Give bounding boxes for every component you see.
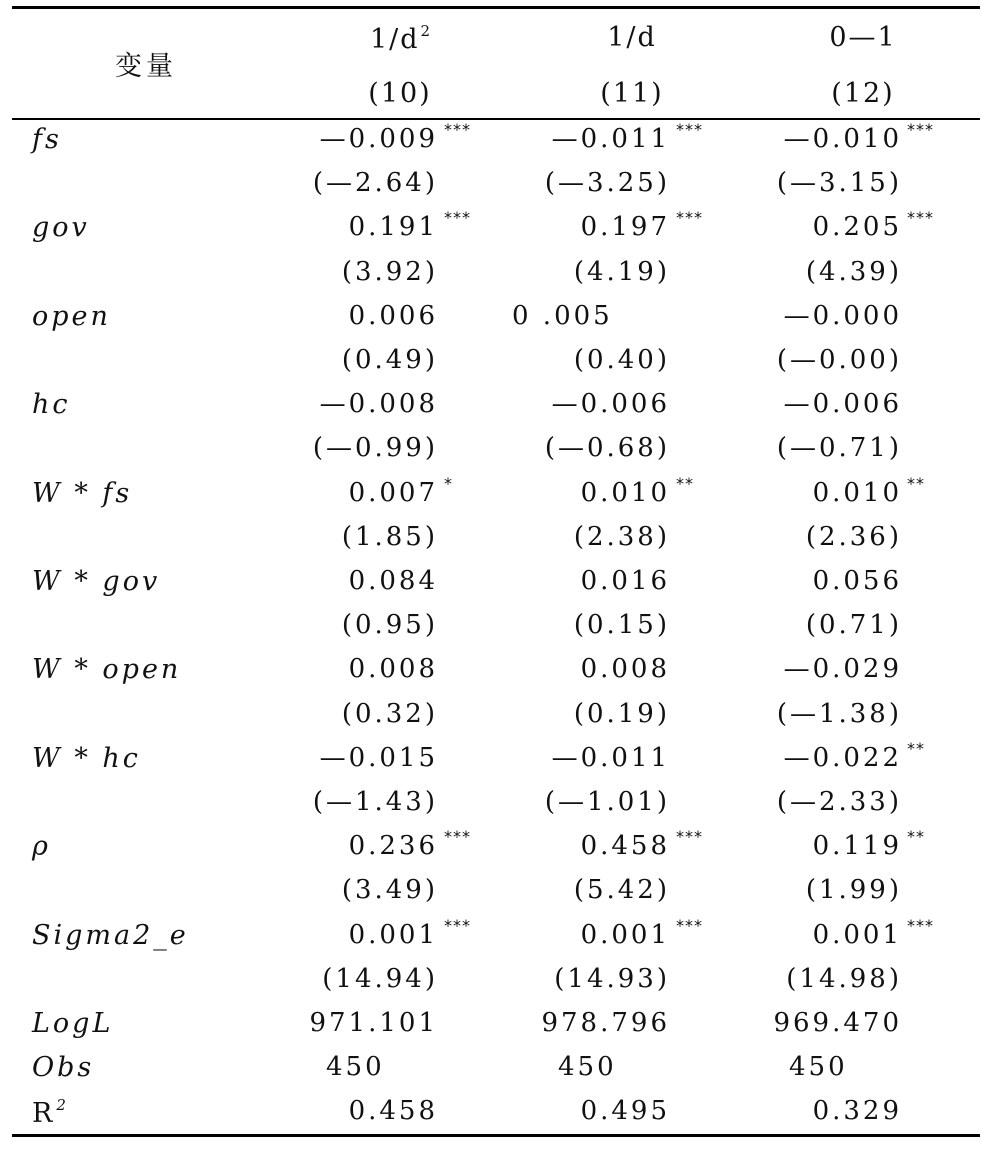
table-cell: 0.056 <box>812 566 902 596</box>
table-cell: 0.458 <box>348 1096 438 1127</box>
table-cell: (2.38) <box>573 521 670 552</box>
significance-stars: ** <box>676 473 694 493</box>
table-row <box>0 253 992 297</box>
table-cell: 0.008 <box>580 654 670 685</box>
col-header-12-weight: 0—1 <box>829 22 897 53</box>
table-cell: —0.008 <box>319 389 438 420</box>
significance-stars: *** <box>676 120 703 139</box>
table-row <box>0 783 992 827</box>
table-cell: 0.236 <box>348 831 438 862</box>
significance-stars: *** <box>907 208 934 228</box>
table-row <box>0 341 992 385</box>
table-cell: —0.009 <box>319 124 438 154</box>
variable-name: ρ <box>32 831 51 863</box>
col-header-11-number: (11) <box>600 78 664 109</box>
table-cell: (—3.25) <box>544 168 670 199</box>
table-cell: (—2.33) <box>776 787 902 817</box>
significance-stars: ** <box>907 738 925 758</box>
variable-name: W * hc <box>32 742 141 774</box>
table-cell: (4.39) <box>805 256 902 287</box>
table-row <box>0 827 992 871</box>
table-row <box>0 960 992 1004</box>
table-cell: —0.022 <box>783 742 902 773</box>
table-cell: —0.000 <box>783 300 902 331</box>
table-cell: (0.49) <box>341 345 438 375</box>
table-cell: (—0.99) <box>312 433 438 464</box>
table-cell: 0.458 <box>580 831 670 862</box>
table-cell: 978.796 <box>541 1008 670 1038</box>
table-cell: 0.197 <box>580 212 670 243</box>
table-row <box>0 695 992 739</box>
table-cell: (4.19) <box>573 256 670 287</box>
table-cell: 0.006 <box>348 300 438 331</box>
variable-name: Obs <box>32 1052 95 1084</box>
table-cell: (—0.71) <box>776 433 902 464</box>
table-cell: (—3.15) <box>776 168 902 199</box>
table-cell: (0.15) <box>573 610 670 641</box>
table-row <box>0 871 992 915</box>
table-cell: 0.205 <box>812 212 902 243</box>
table-cell: —0.006 <box>551 389 670 420</box>
table-cell: 0.008 <box>348 654 438 685</box>
table-cell: (—0.68) <box>544 433 670 464</box>
table-cell: (0.95) <box>341 610 438 641</box>
significance-stars: *** <box>444 827 471 847</box>
variable-column-header: 变量 <box>115 51 177 82</box>
variable-name: $R^2$ <box>32 1096 66 1130</box>
table-row <box>0 1004 992 1048</box>
table-row <box>0 1048 992 1092</box>
table-cell: —0.006 <box>783 389 902 420</box>
significance-stars: *** <box>907 915 934 935</box>
table-cell: (5.42) <box>573 875 670 906</box>
col-header-11-weight: 1/d <box>607 22 657 53</box>
table-cell: 971.101 <box>309 1008 438 1038</box>
table-row <box>0 164 992 208</box>
significance-stars: ** <box>907 827 925 847</box>
table-cell: (2.36) <box>805 521 902 552</box>
table-cell: (0.19) <box>573 698 670 729</box>
significance-stars: *** <box>676 915 703 935</box>
table-cell: (—1.38) <box>776 698 902 729</box>
table-cell: 0 .005 <box>512 300 613 331</box>
table-cell: 969.470 <box>773 1008 902 1038</box>
significance-stars: *** <box>907 120 934 139</box>
variable-name: fs <box>32 124 62 155</box>
significance-stars: * <box>444 473 453 493</box>
variable-name: Sigma2_e <box>32 919 189 951</box>
table-cell: 450 <box>326 1052 385 1083</box>
significance-stars: *** <box>676 208 703 228</box>
table-cell: —0.011 <box>551 742 670 773</box>
table-row <box>0 429 992 473</box>
table-row <box>0 916 992 960</box>
table-cell: (0.32) <box>341 698 438 729</box>
table-cell: (0.71) <box>805 610 902 641</box>
variable-name: open <box>32 300 111 332</box>
table-row <box>0 474 992 518</box>
significance-stars: *** <box>444 208 471 228</box>
significance-stars: *** <box>444 915 471 935</box>
table-cell: 450 <box>789 1052 848 1083</box>
table-cell: 0.001 <box>348 919 438 950</box>
table-cell: 0.119 <box>812 831 902 862</box>
significance-stars: ** <box>907 473 925 493</box>
table-cell: —0.011 <box>551 124 670 154</box>
table-cell: 450 <box>558 1052 617 1083</box>
table-row <box>0 297 992 341</box>
variable-name: W * gov <box>32 566 161 597</box>
table-row <box>0 739 992 783</box>
table-cell: (—1.43) <box>312 787 438 817</box>
col-header-12-number: (12) <box>831 78 895 109</box>
variable-name: hc <box>32 389 71 421</box>
col-header-10-weight: $1/d^2$ <box>369 22 431 55</box>
table-row <box>0 208 992 252</box>
table-cell: 0.329 <box>812 1096 902 1127</box>
table-row <box>0 606 992 650</box>
table-cell: (14.98) <box>786 963 902 994</box>
table-row <box>0 1092 992 1136</box>
table-cell: 0.010 <box>812 477 902 508</box>
table-cell: (1.85) <box>341 521 438 552</box>
table-row <box>0 385 992 429</box>
table-cell: (1.99) <box>805 875 902 906</box>
table-row <box>0 120 992 164</box>
table-cell: (—1.01) <box>544 787 670 817</box>
table-cell: (0.40) <box>573 345 670 375</box>
table-cell: 0.007 <box>348 477 438 508</box>
table-cell: 0.001 <box>812 919 902 950</box>
table-cell: (3.92) <box>341 256 438 287</box>
table-cell: 0.191 <box>348 212 438 243</box>
table-row <box>0 562 992 606</box>
table-cell: 0.495 <box>580 1096 670 1127</box>
table-cell: —0.010 <box>783 124 902 154</box>
variable-name: gov <box>32 212 90 244</box>
significance-stars: *** <box>676 827 703 847</box>
table-cell: 0.010 <box>580 477 670 508</box>
table-cell: (—2.64) <box>312 168 438 199</box>
table-cell: —0.029 <box>783 654 902 685</box>
variable-name: W * fs <box>32 477 133 509</box>
variable-name: LogL <box>32 1008 114 1039</box>
col-header-10-number: (10) <box>368 78 432 109</box>
table-cell: 0.001 <box>580 919 670 950</box>
table-cell: (—0.00) <box>776 345 902 375</box>
table-cell: 0.084 <box>348 566 438 596</box>
table-row <box>0 518 992 562</box>
table-cell: (14.94) <box>322 963 438 994</box>
table-cell: —0.015 <box>319 742 438 773</box>
table-cell: (3.49) <box>341 875 438 906</box>
table-cell: (14.93) <box>554 963 670 994</box>
table-row <box>0 650 992 694</box>
table-top-rule <box>12 6 980 9</box>
variable-name: W * open <box>32 654 182 686</box>
table-cell: 0.016 <box>580 566 670 596</box>
significance-stars: *** <box>444 120 471 139</box>
